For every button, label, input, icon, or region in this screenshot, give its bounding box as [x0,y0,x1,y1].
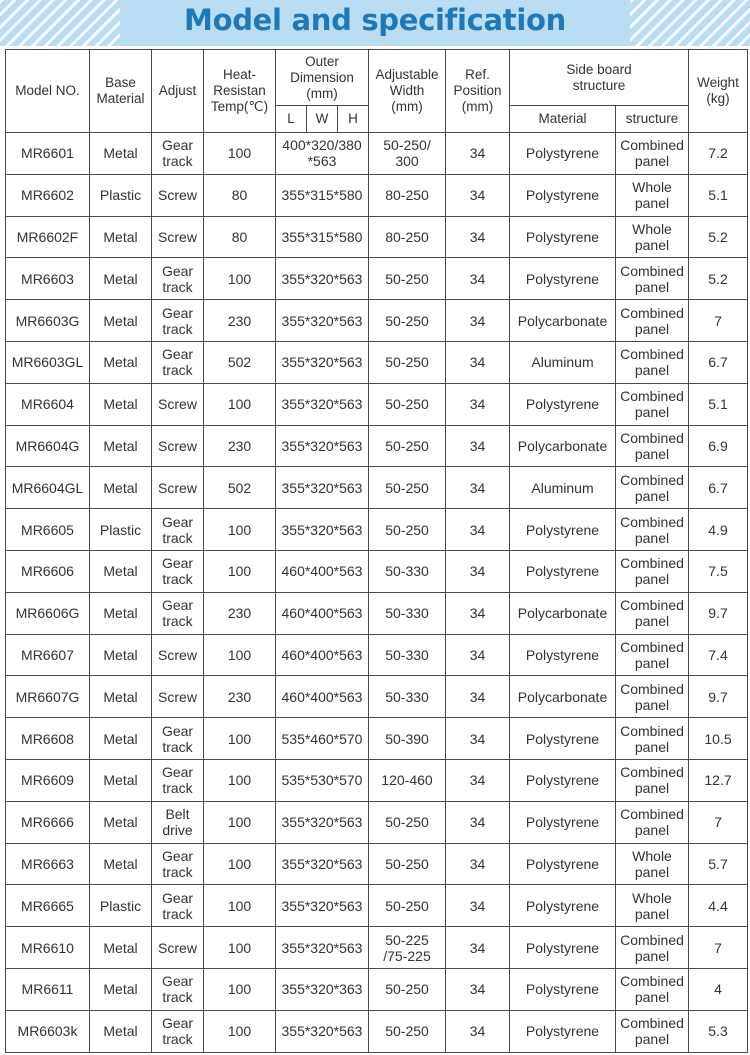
table-row [6,1010,748,1052]
cell-model: MR6666 [6,801,90,843]
cell-adjust: Gear track [152,550,204,592]
cell-side-structure: Whole panel [616,216,689,258]
cell-side-structure: Combined panel [616,258,689,300]
header-base-material: Base Material [90,50,152,133]
cell-side-material: Polystyrene [510,509,616,551]
cell-adjust: Gear track [152,759,204,801]
cell-weight: 4.9 [689,509,748,551]
cell-ref-position: 34 [446,718,510,760]
table-row [6,550,748,592]
cell-outer-dimension: 355*320*563 [276,300,369,342]
cell-adjust: Gear track [152,885,204,927]
cell-weight: 4.4 [689,885,748,927]
cell-model: MR6606 [6,550,90,592]
cell-ref-position: 34 [446,885,510,927]
cell-heat-temp: 230 [204,425,276,467]
cell-model: MR6605 [6,509,90,551]
cell-side-material: Polystyrene [510,550,616,592]
table-row [6,968,748,1010]
cell-adjustable-width: 50-250 [369,341,446,383]
cell-ref-position: 34 [446,759,510,801]
cell-outer-dimension: 355*320*563 [276,341,369,383]
header-adjustable-width: Adjustable Width (mm) [369,50,446,133]
cell-base-material: Metal [90,801,152,843]
cell-ref-position: 34 [446,174,510,216]
cell-adjust: Gear track [152,1010,204,1052]
cell-model: MR6603 [6,258,90,300]
cell-weight: 5.2 [689,216,748,258]
table-row [6,634,748,676]
cell-heat-temp: 230 [204,592,276,634]
cell-model: MR6604G [6,425,90,467]
cell-side-structure: Combined panel [616,592,689,634]
cell-heat-temp: 230 [204,676,276,718]
table-row [6,927,748,969]
cell-ref-position: 34 [446,968,510,1010]
table-row [6,341,748,383]
cell-ref-position: 34 [446,383,510,425]
cell-weight: 7.5 [689,550,748,592]
header-model: Model NO. [6,50,90,133]
cell-side-material: Polystyrene [510,133,616,175]
cell-weight: 9.7 [689,676,748,718]
cell-adjust: Screw [152,174,204,216]
cell-adjust: Gear track [152,341,204,383]
cell-weight: 7 [689,927,748,969]
cell-adjustable-width: 50-250 [369,801,446,843]
cell-side-material: Polystyrene [510,759,616,801]
cell-model: MR6603k [6,1010,90,1052]
cell-side-structure: Combined panel [616,509,689,551]
cell-outer-dimension: 355*320*563 [276,843,369,885]
cell-base-material: Metal [90,968,152,1010]
table-row [6,718,748,760]
cell-ref-position: 34 [446,592,510,634]
cell-side-structure: Combined panel [616,718,689,760]
cell-outer-dimension: 355*320*563 [276,509,369,551]
cell-side-structure: Combined panel [616,801,689,843]
table-row [6,467,748,509]
cell-adjustable-width: 50-250 [369,843,446,885]
header-adjust: Adjust [152,50,204,133]
cell-side-material: Polystyrene [510,885,616,927]
cell-side-material: Aluminum [510,467,616,509]
cell-adjustable-width: 120-460 [369,759,446,801]
header-weight: Weight (kg) [689,50,748,133]
cell-base-material: Metal [90,759,152,801]
cell-ref-position: 34 [446,1010,510,1052]
cell-ref-position: 34 [446,550,510,592]
cell-ref-position: 34 [446,216,510,258]
cell-adjustable-width: 50-250 [369,1010,446,1052]
table-row [6,843,748,885]
cell-base-material: Metal [90,927,152,969]
cell-adjustable-width: 50-250 [369,509,446,551]
cell-adjust: Screw [152,467,204,509]
table-row [6,133,748,175]
cell-ref-position: 34 [446,300,510,342]
cell-base-material: Metal [90,1010,152,1052]
cell-adjustable-width: 50-250 [369,383,446,425]
table-row [6,509,748,551]
cell-heat-temp: 100 [204,801,276,843]
table-row [6,383,748,425]
cell-ref-position: 34 [446,467,510,509]
header-ref-position: Ref. Position (mm) [446,50,510,133]
cell-side-material: Polystyrene [510,1010,616,1052]
cell-outer-dimension: 460*400*563 [276,550,369,592]
cell-ref-position: 34 [446,927,510,969]
cell-adjustable-width: 50-390 [369,718,446,760]
header-dim-l: L [276,106,307,133]
cell-adjust: Screw [152,383,204,425]
cell-base-material: Metal [90,341,152,383]
cell-model: MR6607 [6,634,90,676]
cell-heat-temp: 80 [204,216,276,258]
cell-outer-dimension: 355*320*363 [276,968,369,1010]
cell-ref-position: 34 [446,509,510,551]
cell-heat-temp: 100 [204,383,276,425]
cell-weight: 7 [689,801,748,843]
cell-adjust: Gear track [152,968,204,1010]
cell-model: MR6608 [6,718,90,760]
table-row [6,216,748,258]
cell-weight: 4 [689,968,748,1010]
cell-weight: 7.4 [689,634,748,676]
cell-ref-position: 34 [446,133,510,175]
cell-ref-position: 34 [446,258,510,300]
cell-side-material: Polystyrene [510,843,616,885]
cell-weight: 12.7 [689,759,748,801]
cell-model: MR6601 [6,133,90,175]
cell-side-structure: Combined panel [616,383,689,425]
cell-base-material: Metal [90,383,152,425]
cell-base-material: Metal [90,258,152,300]
cell-outer-dimension: 355*315*580 [276,174,369,216]
header-structure: structure [616,106,689,133]
spec-table [5,49,748,1053]
table-row [6,885,748,927]
cell-adjust: Gear track [152,133,204,175]
cell-side-material: Polystyrene [510,718,616,760]
cell-side-structure: Combined panel [616,425,689,467]
table-row [6,174,748,216]
cell-heat-temp: 100 [204,927,276,969]
cell-outer-dimension: 355*320*563 [276,383,369,425]
cell-adjust: Screw [152,425,204,467]
cell-adjustable-width: 80-250 [369,174,446,216]
cell-model: MR6604 [6,383,90,425]
cell-adjustable-width: 50-250 [369,885,446,927]
header-dim-h: H [338,106,369,133]
cell-side-structure: Combined panel [616,341,689,383]
cell-base-material: Metal [90,634,152,676]
cell-side-structure: Combined panel [616,968,689,1010]
cell-outer-dimension: 400*320/380 *563 [276,133,369,175]
table-row [6,759,748,801]
cell-base-material: Metal [90,425,152,467]
cell-base-material: Plastic [90,885,152,927]
cell-side-structure: Combined panel [616,467,689,509]
cell-outer-dimension: 355*320*563 [276,258,369,300]
cell-weight: 7 [689,300,748,342]
header-outer-dimension: Outer Dimension (mm) [276,50,369,106]
cell-base-material: Metal [90,592,152,634]
cell-side-material: Polycarbonate [510,676,616,718]
cell-weight: 9.7 [689,592,748,634]
cell-adjustable-width: 80-250 [369,216,446,258]
cell-side-structure: Combined panel [616,133,689,175]
cell-side-structure: Combined panel [616,300,689,342]
cell-side-material: Polystyrene [510,258,616,300]
cell-outer-dimension: 355*320*563 [276,927,369,969]
cell-side-material: Polystyrene [510,383,616,425]
cell-adjustable-width: 50-250 [369,258,446,300]
cell-adjustable-width: 50-250 [369,425,446,467]
cell-heat-temp: 100 [204,634,276,676]
cell-side-material: Aluminum [510,341,616,383]
cell-ref-position: 34 [446,341,510,383]
cell-weight: 7.2 [689,133,748,175]
cell-base-material: Metal [90,676,152,718]
cell-heat-temp: 100 [204,759,276,801]
cell-heat-temp: 80 [204,174,276,216]
cell-base-material: Metal [90,216,152,258]
cell-model: MR6663 [6,843,90,885]
cell-model: MR6603GL [6,341,90,383]
cell-weight: 5.2 [689,258,748,300]
header-dim-w: W [307,106,338,133]
cell-base-material: Metal [90,133,152,175]
title-banner [0,0,750,46]
cell-model: MR6602F [6,216,90,258]
cell-outer-dimension: 355*320*563 [276,467,369,509]
cell-side-structure: Whole panel [616,843,689,885]
cell-adjust: Gear track [152,718,204,760]
cell-weight: 5.7 [689,843,748,885]
cell-heat-temp: 100 [204,968,276,1010]
cell-adjustable-width: 50-250 [369,300,446,342]
cell-outer-dimension: 355*315*580 [276,216,369,258]
cell-adjust: Gear track [152,843,204,885]
cell-ref-position: 34 [446,801,510,843]
cell-model: MR6610 [6,927,90,969]
table-row [6,425,748,467]
cell-adjust: Screw [152,927,204,969]
table-row [6,258,748,300]
cell-weight: 6.7 [689,467,748,509]
cell-adjust: Screw [152,216,204,258]
cell-heat-temp: 100 [204,550,276,592]
cell-adjustable-width: 50-250 [369,467,446,509]
cell-outer-dimension: 355*320*563 [276,801,369,843]
cell-heat-temp: 100 [204,1010,276,1052]
cell-side-material: Polycarbonate [510,425,616,467]
cell-adjust: Screw [152,676,204,718]
cell-ref-position: 34 [446,634,510,676]
cell-side-material: Polystyrene [510,634,616,676]
cell-model: MR6604GL [6,467,90,509]
cell-base-material: Metal [90,550,152,592]
cell-outer-dimension: 355*320*563 [276,885,369,927]
cell-heat-temp: 502 [204,467,276,509]
cell-outer-dimension: 355*320*563 [276,1010,369,1052]
cell-heat-temp: 100 [204,885,276,927]
cell-side-structure: Whole panel [616,174,689,216]
table-body [6,133,748,1053]
cell-adjustable-width: 50-250/ 300 [369,133,446,175]
cell-weight: 5.3 [689,1010,748,1052]
cell-outer-dimension: 460*400*563 [276,592,369,634]
cell-ref-position: 34 [446,843,510,885]
cell-heat-temp: 100 [204,509,276,551]
cell-base-material: Plastic [90,509,152,551]
cell-base-material: Metal [90,300,152,342]
cell-outer-dimension: 460*400*563 [276,634,369,676]
cell-heat-temp: 502 [204,341,276,383]
cell-side-structure: Combined panel [616,1010,689,1052]
cell-adjust: Gear track [152,300,204,342]
table-row [6,801,748,843]
page-title: Model and specification [184,3,566,37]
cell-base-material: Metal [90,843,152,885]
header-material: Material [510,106,616,133]
cell-weight: 10.5 [689,718,748,760]
cell-model: MR6606G [6,592,90,634]
cell-adjustable-width: 50-330 [369,550,446,592]
cell-side-material: Polystyrene [510,216,616,258]
cell-heat-temp: 100 [204,258,276,300]
header-side-board-structure: Side board structure [510,50,689,106]
cell-side-structure: Combined panel [616,927,689,969]
cell-adjustable-width: 50-225 /75-225 [369,927,446,969]
cell-adjustable-width: 50-330 [369,634,446,676]
cell-heat-temp: 100 [204,718,276,760]
cell-side-material: Polycarbonate [510,592,616,634]
cell-heat-temp: 100 [204,133,276,175]
cell-adjust: Gear track [152,258,204,300]
cell-heat-temp: 230 [204,300,276,342]
table-row [6,676,748,718]
cell-outer-dimension: 460*400*563 [276,676,369,718]
cell-side-material: Polycarbonate [510,300,616,342]
cell-model: MR6611 [6,968,90,1010]
table-row [6,300,748,342]
cell-base-material: Metal [90,718,152,760]
table-row [6,592,748,634]
cell-model: MR6602 [6,174,90,216]
cell-outer-dimension: 535*460*570 [276,718,369,760]
cell-side-structure: Combined panel [616,550,689,592]
cell-side-material: Polystyrene [510,927,616,969]
cell-ref-position: 34 [446,676,510,718]
cell-adjustable-width: 50-330 [369,592,446,634]
cell-outer-dimension: 355*320*563 [276,425,369,467]
cell-model: MR6609 [6,759,90,801]
cell-weight: 6.7 [689,341,748,383]
table-header [6,50,748,133]
cell-ref-position: 34 [446,425,510,467]
cell-weight: 5.1 [689,383,748,425]
cell-base-material: Metal [90,467,152,509]
cell-side-structure: Combined panel [616,634,689,676]
header-heat-resistant-temp: Heat- Resistan Temp(℃) [204,50,276,133]
cell-adjustable-width: 50-250 [369,968,446,1010]
cell-weight: 5.1 [689,174,748,216]
cell-adjust: Screw [152,634,204,676]
cell-side-structure: Whole panel [616,885,689,927]
cell-side-material: Polystyrene [510,968,616,1010]
cell-adjust: Gear track [152,509,204,551]
cell-adjust: Belt drive [152,801,204,843]
cell-side-structure: Combined panel [616,676,689,718]
cell-side-structure: Combined panel [616,759,689,801]
cell-model: MR6665 [6,885,90,927]
cell-weight: 6.9 [689,425,748,467]
cell-adjust: Gear track [152,592,204,634]
cell-side-material: Polystyrene [510,174,616,216]
cell-adjustable-width: 50-330 [369,676,446,718]
cell-model: MR6603G [6,300,90,342]
cell-outer-dimension: 535*530*570 [276,759,369,801]
cell-model: MR6607G [6,676,90,718]
cell-heat-temp: 100 [204,843,276,885]
cell-side-material: Polystyrene [510,801,616,843]
cell-base-material: Plastic [90,174,152,216]
